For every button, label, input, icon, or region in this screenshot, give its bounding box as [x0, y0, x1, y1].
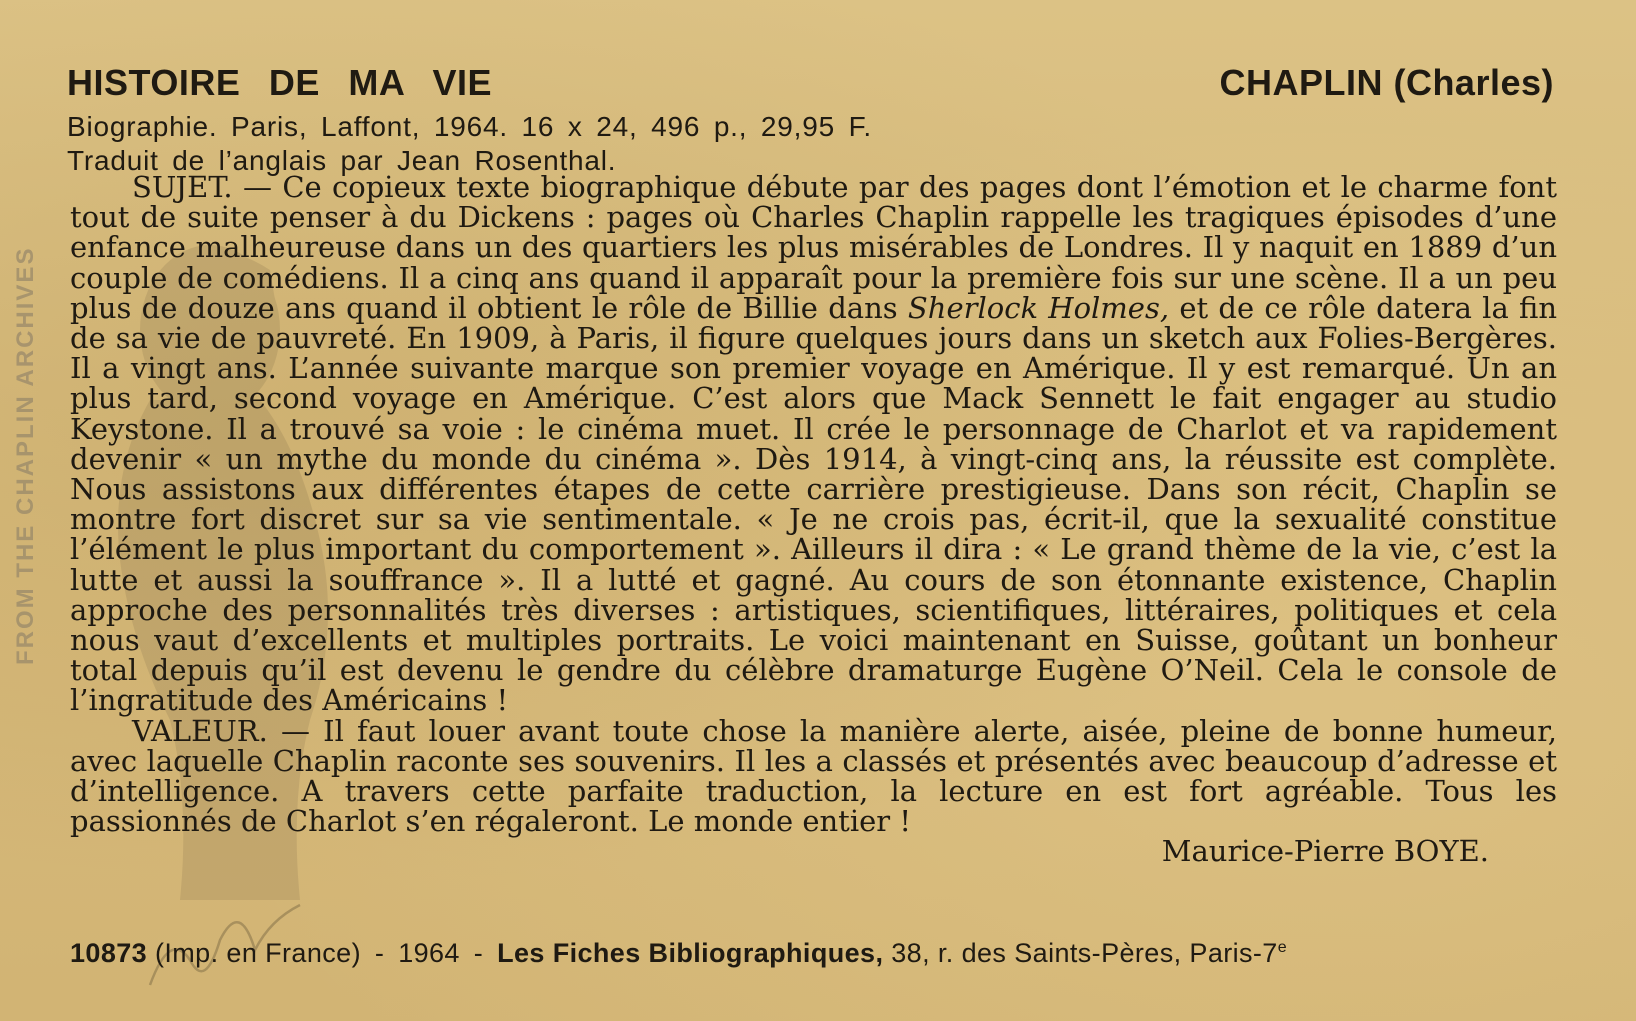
sujet-paragraph [70, 172, 1557, 716]
publisher-name: Les Fiches Bibliographiques, [497, 938, 884, 968]
translator-info: Traduit de l’anglais par Jean Rosenthal. [67, 145, 617, 176]
publication-info: Biographie. Paris, Laffont, 1964. 16 x 24, 496 p., 29,95 F. [67, 111, 872, 142]
footer-year: 1964 [398, 938, 460, 968]
title-row [67, 62, 1554, 104]
book-title: HISTOIRE DE MA VIE [67, 62, 493, 103]
footer-separator: - [374, 938, 385, 968]
book-author: CHAPLIN (Charles) [1219, 62, 1554, 103]
sujet-italic-title: Sherlock Holmes, [907, 290, 1170, 325]
card-footer [70, 938, 1560, 969]
sujet-text-part2: et de ce rôle datera la fin de sa vie de pauvreté. En 1909, à Paris, il figure quelques jours dans un sketch aux Folies-Bergères. Il a vingt ans. L’année suivante marque son premier voyage en Amérique. Il y est remarqué. Un an plus tard, second voyage en Amérique. C’est alors que Mack Sennett le fait engager au studio Keystone. Il a trouvé sa voie : le cinéma muet. Il crée le personnage de Charlot et va rapidement devenir « un mythe du monde du cinéma ». Dès 1914, à vingt-cinq ans, la réussite est complète. Nous assistons aux différentes étapes de cette carrière prestigieuse. Dans son récit, Chaplin se montre fort discret sur sa vie sentimentale. « Je ne crois pas, écrit-il, que la sexualité constitue l’élément le plus important du comportement ». Ailleurs il dira : « Le grand thème de la vie, c’est la lutte et aussi la souffrance ». Il a lutté et gagné. Au cours de son étonnante existence, Chaplin approche des personnalités très diverses : artistiques, scientifiques, littéraires, politiques et cela nous vaut d’excellents et multiples portraits. Le voici maintenant en Suisse, goûtant un bonheur total depuis qu’il est devenu le gendre du célèbre dramaturge Eugène O’Neil. Cela le console de l’ingratitude des Américains ! [70, 290, 1558, 718]
valeur-label: VALEUR. — [132, 713, 310, 748]
address-superscript: e [1277, 939, 1288, 956]
archive-stamp-text: FROM THE CHAPLIN ARCHIVES [12, 246, 39, 665]
reviewer-signature: Maurice-Pierre BOYE. [1161, 834, 1489, 869]
sujet-label: SUJET. — [132, 170, 272, 204]
fiche-number: 10873 [70, 938, 148, 968]
valeur-paragraph [70, 713, 1558, 839]
card-header [67, 62, 1554, 178]
review-body [70, 172, 1557, 867]
sujet-text-part1: Ce copieux texte biographique débute par des pages dont l’émotion et le charme font tout de suite penser à du Dickens : pages où Charles Chaplin rappelle les tragiques épisodes d’une enfance malheureuse dans un des quartiers les plus misérables de Londres. Il y naquit en 1889 d’un couple de comédiens. Il a cinq ans quand il apparaît pour la première fois sur une scène. Il a un peu plus de douze ans quand il obtient le rôle de Billie dans [70, 170, 1558, 325]
imprint-note: (Imp. en France) [155, 938, 361, 968]
publisher-address: 38, r. des Saints-Pères, Paris-7 [891, 938, 1278, 968]
valeur-text: Il faut louer avant toute chose la manière alerte, aisée, pleine de bonne humeur, avec laquelle Chaplin raconte ses souvenirs. Il les a classés et présentés avec beaucoup d’adresse et d’intelligence. A travers cette parfaite traduction, la lecture en est fort agréable. Tous les passionnés de Charlot s’en régaleront. Le monde entier ! [70, 713, 1558, 839]
footer-separator: - [473, 938, 484, 968]
